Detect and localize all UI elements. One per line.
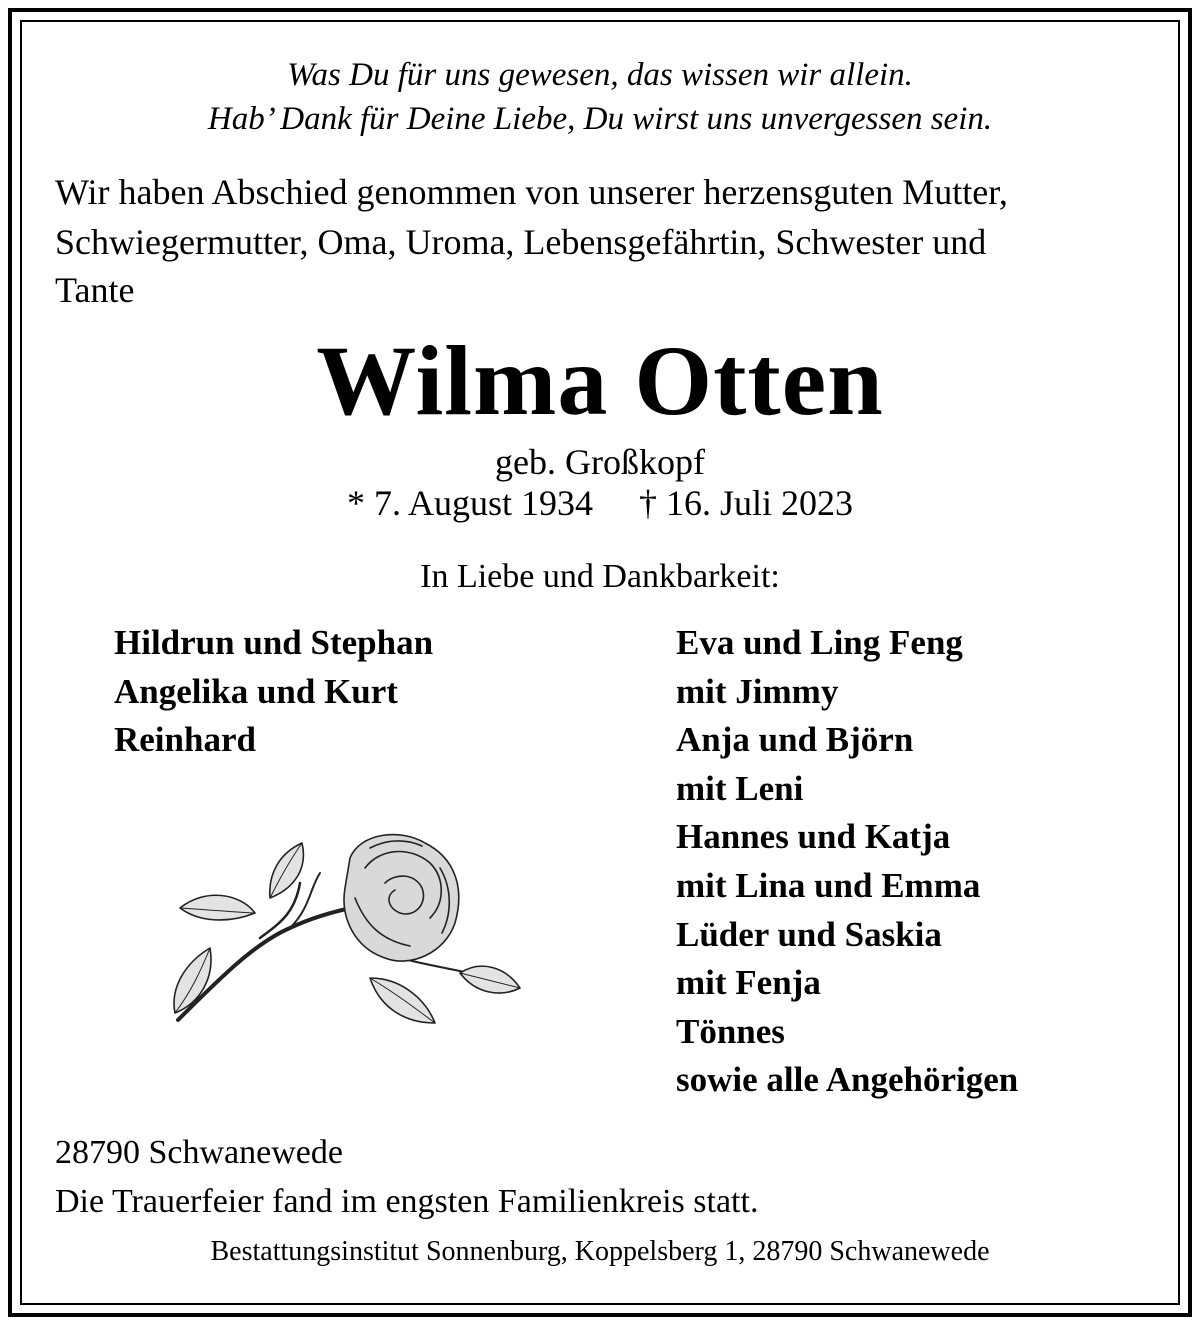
mourner-right-9: Tönnes	[676, 1011, 785, 1051]
place: 28790 Schwanewede	[55, 1134, 343, 1171]
mourner-right-8: mit Fenja	[676, 963, 821, 1003]
mourner-right-10: sowie alle Angehörigen	[676, 1060, 1019, 1100]
mourner-left-1: Hildrun und Stephan	[114, 623, 434, 662]
life-dates	[0, 482, 1200, 524]
maiden-name: geb. Großkopf	[495, 442, 705, 482]
mourner-right-4: mit Leni	[676, 768, 804, 808]
death-date: † 16. Juli 2023	[639, 483, 854, 523]
poem-line-1: Was Du für uns gewesen, das wissen wir allein.	[287, 57, 913, 93]
ceremony-note: Die Trauerfeier fand im engsten Familienkreis statt.	[55, 1183, 759, 1220]
mourner-right-3: Anja und Björn	[676, 720, 914, 760]
rose-icon	[160, 828, 540, 1038]
mourner-right-1: Eva und Ling Feng	[676, 623, 963, 662]
deceased-name: Wilma Otten	[316, 325, 884, 436]
mourners-right	[676, 619, 1018, 1105]
poem-line-2: Hab’ Dank für Deine Liebe, Du wirst uns unvergessen sein.	[207, 101, 993, 137]
mourner-right-2: mit Jimmy	[676, 671, 839, 711]
undertaker: Bestattungsinstitut Sonnenburg, Koppelsberg 1, 28790 Schwanewede	[210, 1236, 990, 1267]
mourner-right-7: Lüder und Saskia	[676, 914, 942, 954]
birth-date: * 7. August 1934	[346, 483, 593, 523]
thanks-line: In Liebe und Dankbarkeit:	[420, 558, 780, 595]
mourners-left	[114, 619, 433, 765]
intro-line-2: Schwiegermutter, Oma, Uroma, Lebensgefährtin, Schwester und	[55, 222, 987, 262]
mourner-left-2: Angelika und Kurt	[114, 671, 398, 711]
intro-line-3: Tante	[55, 270, 135, 310]
mourner-left-3: Reinhard	[114, 720, 256, 760]
mourner-right-6: mit Lina und Emma	[676, 865, 981, 905]
mourner-right-5: Hannes und Katja	[676, 817, 951, 857]
intro-line-1: Wir haben Abschied genommen von unserer herzensguten Mutter,	[55, 172, 1008, 212]
